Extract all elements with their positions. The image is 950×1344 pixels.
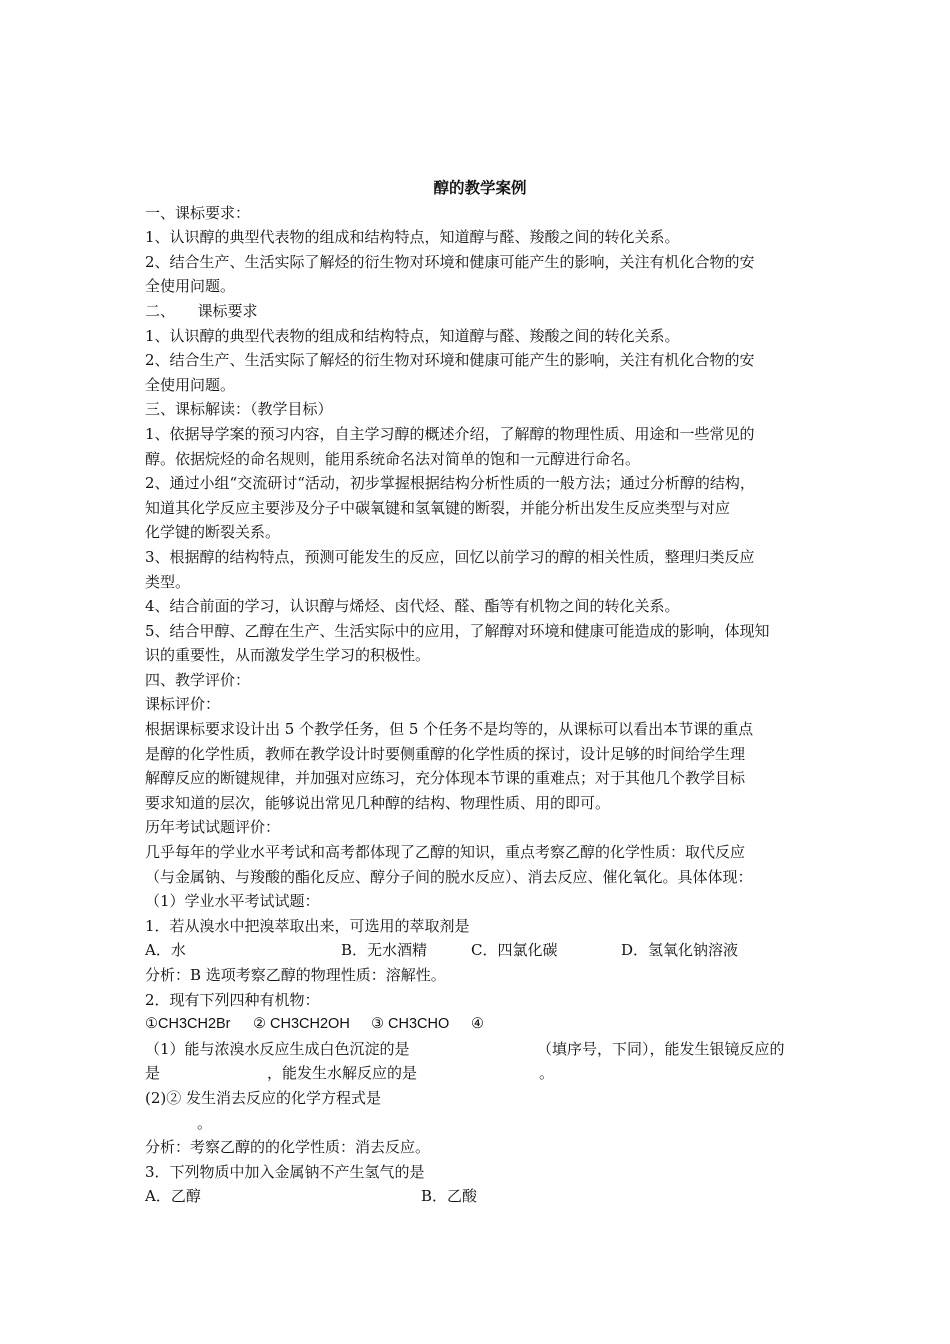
text-line: 类型。: [145, 572, 191, 591]
q2-sub1-text-c: 是: [145, 1064, 161, 1083]
q2-sub2: (2)② 发生消去反应的化学方程式是: [145, 1088, 382, 1107]
q1-options: [145, 938, 815, 963]
text-line: 4、结合前面的学习，认识醇与烯烃、卤代烃、醛、酯等有机物之间的转化关系。: [145, 597, 680, 616]
q2-item-4: ④: [471, 1016, 484, 1033]
q1-option-c: C．四氯化碳: [471, 941, 558, 960]
text-line: 1．若从溴水中把溴萃取出来，可选用的萃取剂是: [145, 916, 470, 935]
text-line: 全使用问题。: [145, 375, 236, 394]
q3-option-a: A．乙醇: [145, 1187, 201, 1206]
text-line: 三、课标解读：（教学目标）: [145, 400, 333, 419]
text-line: 化学键的断裂关系。: [145, 523, 281, 542]
q2-analysis: 分析：考察乙醇的的化学性质：消去反应。: [145, 1138, 431, 1157]
q2-stem: 2．现有下列四种有机物：: [145, 990, 320, 1009]
text-line: 课标评价：: [145, 695, 221, 714]
body-text: [145, 201, 815, 939]
text-line: 1、认识醇的典型代表物的组成和结构特点，知道醇与醛、羧酸之间的转化关系。: [145, 228, 680, 247]
text-line: 是醇的化学性质，教师在教学设计时要侧重醇的化学性质的探讨，设计足够的时间给学生理: [145, 744, 746, 763]
text-line: 1、认识醇的典型代表物的组成和结构特点，知道醇与醛、羧酸之间的转化关系。: [145, 326, 680, 345]
q2-item-3: ③ CH3CHO: [371, 1016, 450, 1033]
q2-sub1-line2: [145, 1061, 815, 1086]
q2-sub1-text-d: ，能发生水解反应的是: [267, 1064, 418, 1083]
q1-option-a: A．水: [145, 941, 186, 960]
text-line: 1、依据导学案的预习内容，自主学习醇的概述介绍，了解醇的物理性质、用途和一些常见的: [145, 424, 755, 443]
text-line: 醇。依据烷烃的命名规则，能用系统命名法对简单的饱和一元醇进行命名。: [145, 449, 641, 468]
text-line: （与金属钠、与羧酸的酯化反应、醇分子间的脱水反应）、消去反应、催化氧化。具体体现：: [145, 867, 753, 886]
document-title: 醇的教学案例: [433, 178, 527, 197]
text-line: 识的重要性，从而激发学生学习的积极性。: [145, 646, 431, 665]
text-line: 全使用问题。: [145, 277, 236, 296]
text-line: 2、通过小组“交流研讨“活动，初步掌握根据结构分析性质的一般方法；通过分析醇的结构，: [145, 474, 755, 493]
text-line: 2、结合生产、生活实际了解烃的衍生物对环境和健康可能产生的影响，关注有机化合物的安: [145, 252, 755, 271]
document-page: [145, 176, 815, 1209]
q2-sub2-end: 。: [197, 1113, 213, 1132]
q3-options: [145, 1184, 815, 1209]
text-line: 根据课标要求设计出 5 个教学任务，但 5 个任务不是均等的，从课标可以看出本节课的重点: [145, 720, 754, 739]
text-line: 一、课标要求：: [145, 203, 251, 222]
text-line: 要求知道的层次，能够说出常见几种醇的结构、物理性质、用的即可。: [145, 793, 611, 812]
text-line: 3、根据醇的结构特点，预测可能发生的反应，回忆以前学习的醇的相关性质，整理归类反应: [145, 547, 755, 566]
text-line: 知道其化学反应主要涉及分子中碳氧键和氢氧键的断裂，并能分析出发生反应类型与对应: [145, 498, 731, 517]
text-line: 2、结合生产、生活实际了解烃的衍生物对环境和健康可能产生的影响，关注有机化合物的安: [145, 351, 755, 370]
q3-stem: 3．下列物质中加入金属钠不产生氢气的是: [145, 1162, 425, 1181]
q2-sub1-line1: [145, 1037, 815, 1062]
text-line: 几乎每年的学业水平考试和高考都体现了乙醇的知识，重点考察乙醇的化学性质：取代反应: [145, 843, 746, 862]
q3-option-b: B．乙酸: [421, 1187, 478, 1206]
q2-items: [145, 1012, 815, 1037]
q2-sub1-text-a: （1）能与浓溴水反应生成白色沉淀的是: [145, 1039, 410, 1058]
text-line: 解醇反应的断键规律，并加强对应练习，充分体现本节课的重难点；对于其他几个教学目标: [145, 769, 746, 788]
text-line: 历年考试试题评价：: [145, 818, 281, 837]
q1-option-d: D．氢氧化钠溶液: [621, 941, 739, 960]
q2-item-1: ①CH3CH2Br: [145, 1016, 231, 1033]
q2-sub2-answer-line: [145, 1111, 815, 1136]
q1-analysis: 分析：B 选项考察乙醇的物理性质：溶解性。: [145, 966, 446, 984]
text-line: 四、教学评价：: [145, 670, 251, 689]
q1-option-b: B．无水酒精: [341, 941, 428, 960]
text-line: 二、 课标要求: [145, 301, 258, 320]
q2-sub1-text-b: （填序号，下同），能发生银镜反应的: [537, 1039, 785, 1058]
text-line: 5、结合甲醇、乙醇在生产、生活实际中的应用，了解醇对环境和健康可能造成的影响，体现知: [145, 621, 770, 640]
text-line: （1）学业水平考试试题：: [145, 892, 320, 911]
q2-item-2: ② CH3CH2OH: [253, 1016, 350, 1033]
q2-sub1-text-e: 。: [539, 1064, 555, 1083]
